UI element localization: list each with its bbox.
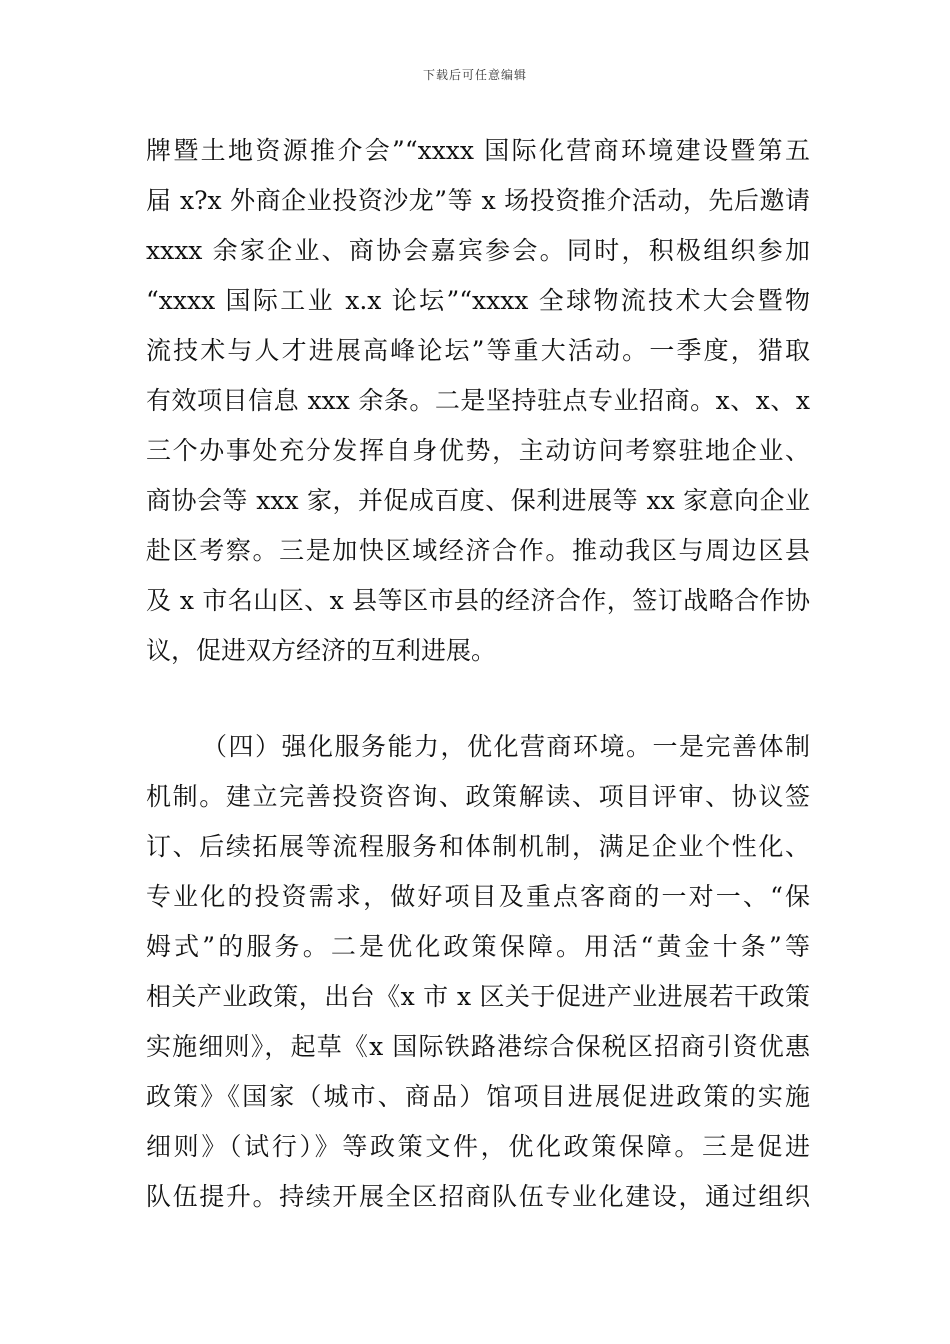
paragraph-service-capability xyxy=(146,722,810,1222)
text-line: “xxxx 国际工业 x.x 论坛”“xxxx 全球物流技术大会暨物 xyxy=(146,286,810,315)
text-line: 届 x?x 外商企业投资沙龙”等 x 场投资推介活动，先后邀请 xyxy=(146,186,810,215)
paragraph-investment-promotion xyxy=(146,126,810,676)
text-line: 订、后续拓展等流程服务和体制机制，满足企业个性化、 xyxy=(146,832,810,861)
text-line: 赴区考察。三是加快区域经济合作。推动我区与周边区县 xyxy=(146,536,810,565)
text-line: 及 x 市名山区、x 县等区市县的经济合作，签订战略合作协 xyxy=(146,586,810,615)
page-header-note: 下载后可任意编辑 xyxy=(422,68,527,82)
text-line: 队伍提升。持续开展全区招商队伍专业化建设，通过组织 xyxy=(146,1182,810,1211)
text-line: xxxx 余家企业、商协会嘉宾参会。同时，积极组织参加 xyxy=(146,236,810,265)
text-line: 议，促进双方经济的互利进展。 xyxy=(146,636,497,665)
text-line: （四）强化服务能力，优化营商环境。一是完善体制 xyxy=(202,732,810,761)
text-line: 牌暨土地资源推介会”“xxxx 国际化营商环境建设暨第五 xyxy=(146,136,810,165)
text-line: 实施细则》，起草《x 国际铁路港综合保税区招商引资优惠 xyxy=(146,1032,810,1061)
text-line: 相关产业政策，出台《x 市 x 区关于促进产业进展若干政策 xyxy=(146,982,810,1011)
text-line: 流技术与人才进展高峰论坛”等重大活动。一季度，猎取 xyxy=(146,336,810,365)
text-line: 政策》《国家（城市、商品）馆项目进展促进政策的实施 xyxy=(146,1082,810,1111)
text-line: 有效项目信息 xxx 余条。二是坚持驻点专业招商。x、x、x xyxy=(146,386,810,415)
text-line: 专业化的投资需求，做好项目及重点客商的一对一、“保 xyxy=(146,882,810,911)
text-line: 商协会等 xxx 家，并促成百度、保利进展等 xx 家意向企业 xyxy=(146,486,810,515)
text-line: 细则》（试行）》等政策文件，优化政策保障。三是促进 xyxy=(146,1132,810,1161)
text-line: 姆式”的服务。二是优化政策保障。用活“黄金十条”等 xyxy=(146,932,810,961)
text-line: 三个办事处充分发挥自身优势，主动访问考察驻地企业、 xyxy=(146,436,810,465)
text-line: 机制。建立完善投资咨询、政策解读、项目评审、协议签 xyxy=(146,782,810,811)
